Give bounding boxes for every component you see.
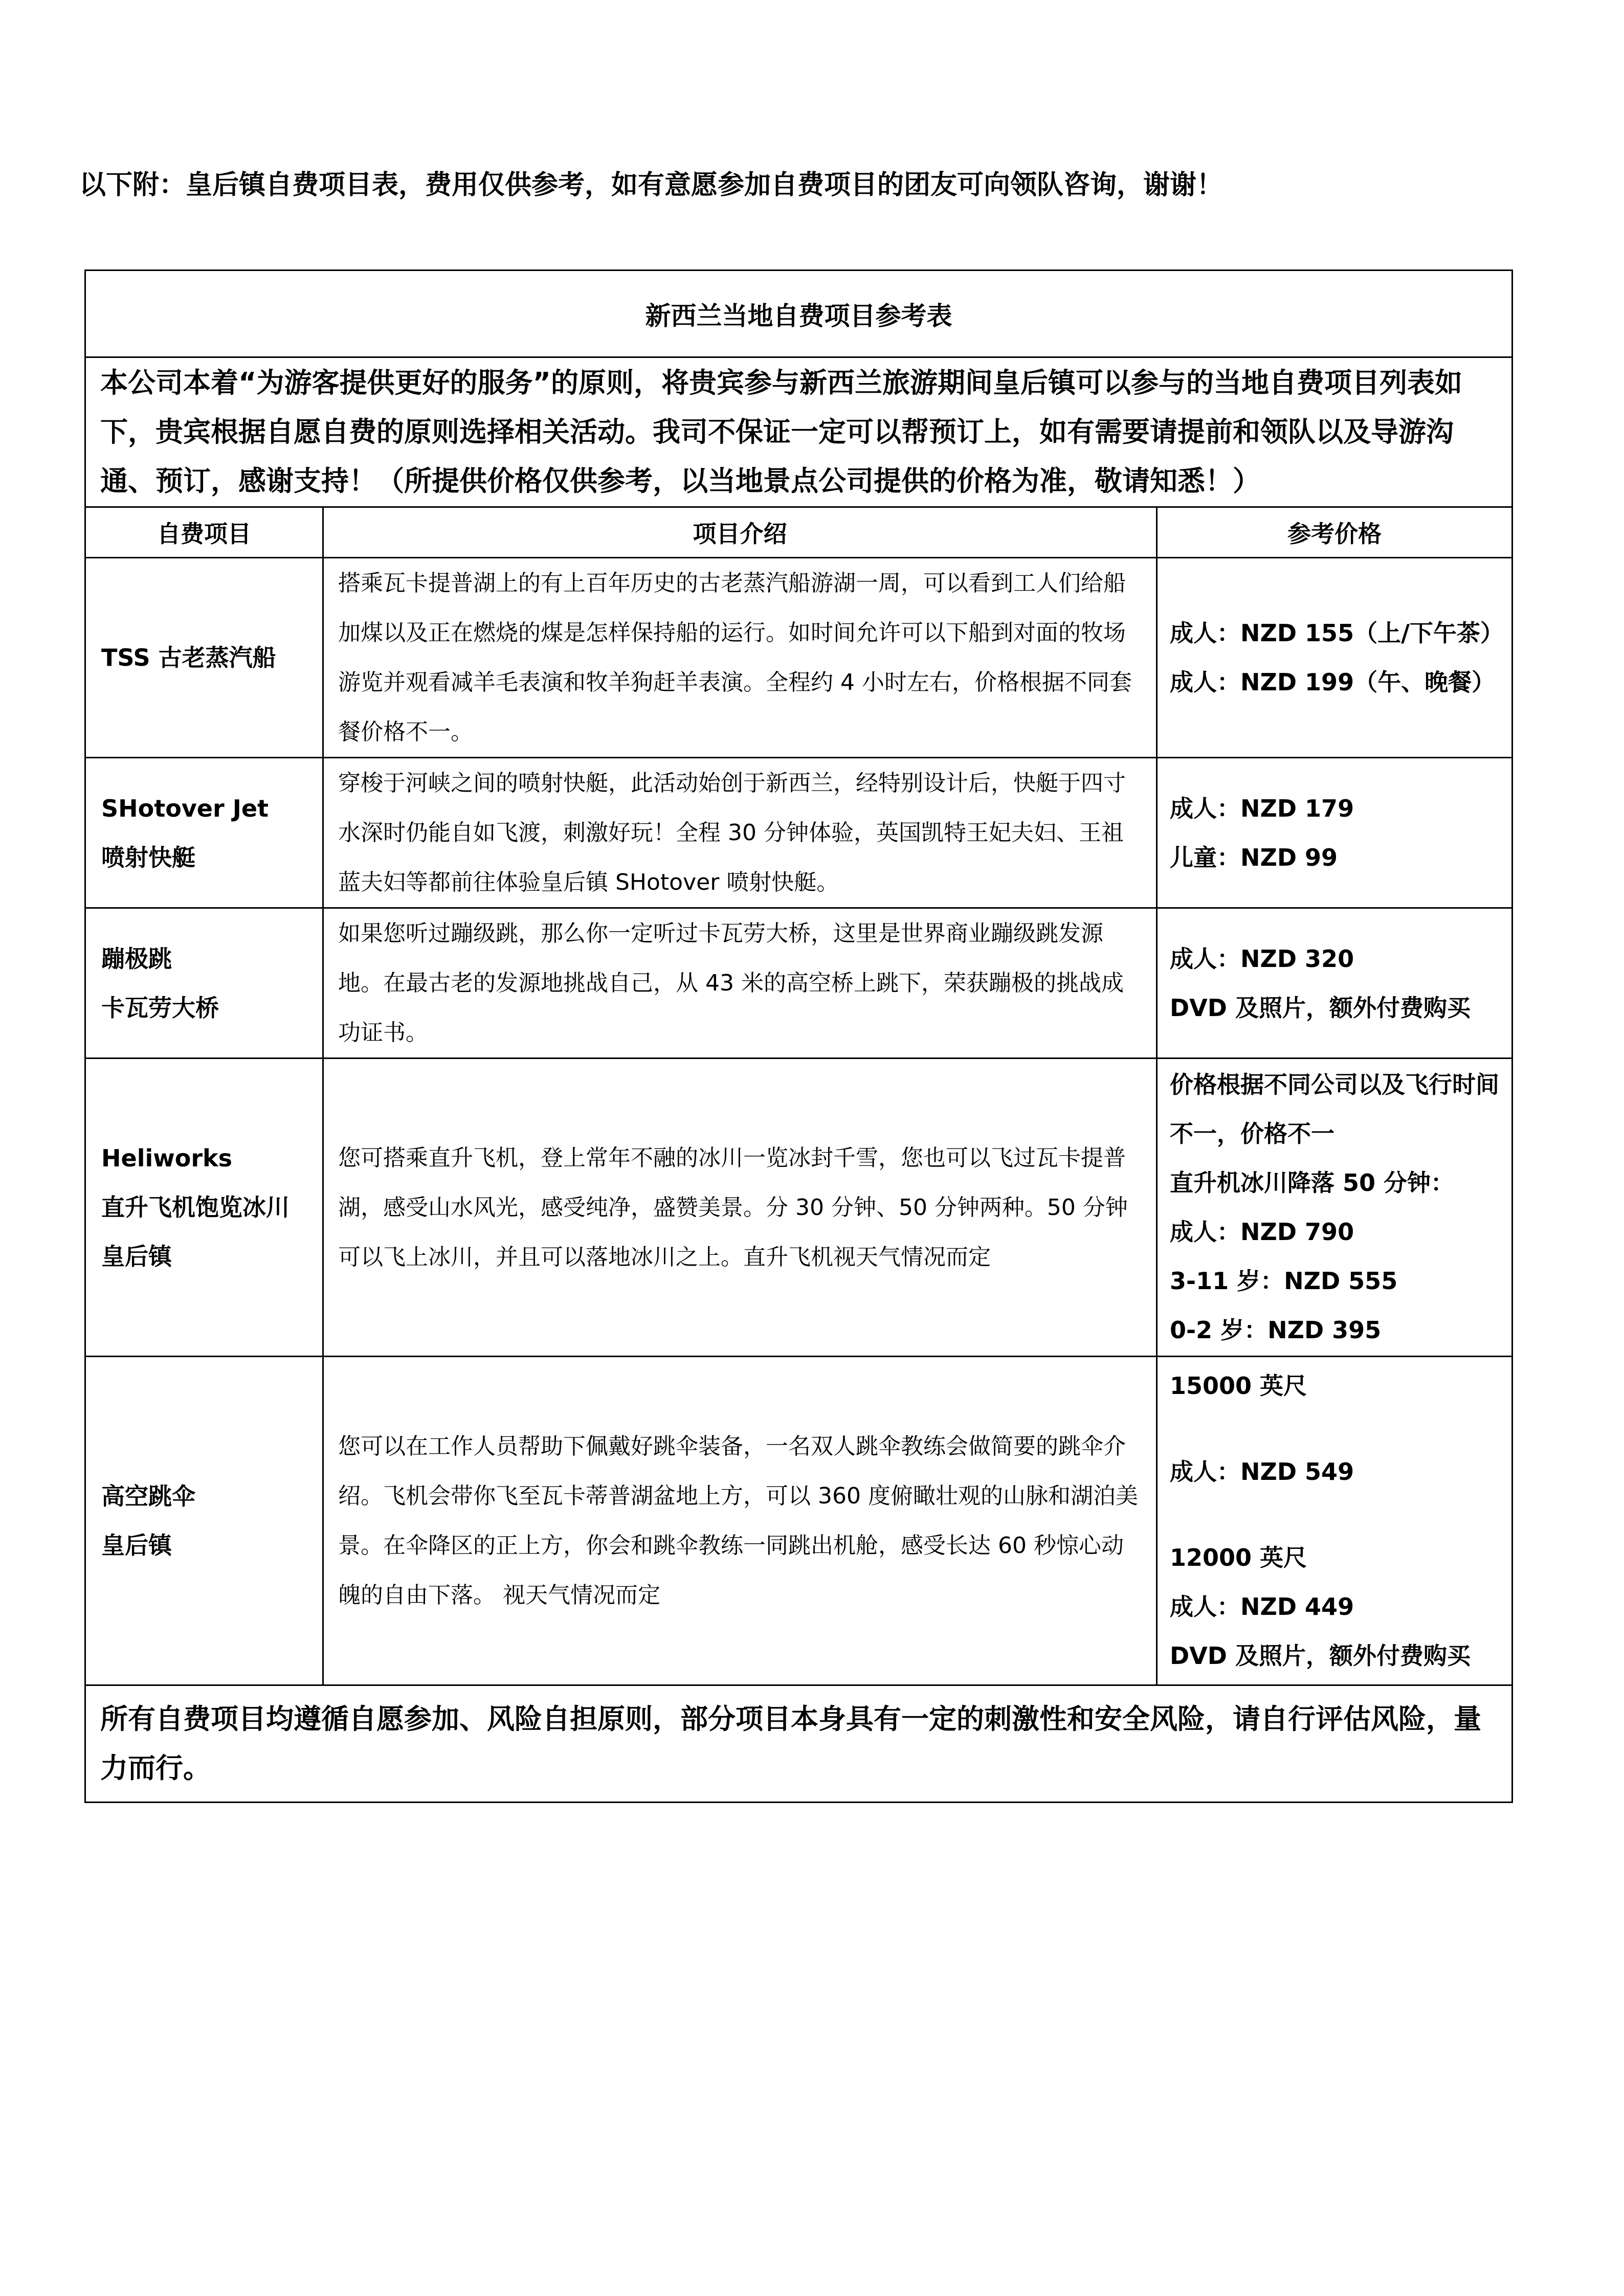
price-spacer — [1170, 1410, 1499, 1447]
activity-description: 如果您听过蹦级跳，那么你一定听过卡瓦劳大桥，这里是世界商业蹦级跳发源地。在最古老的发源地挑战自己，从 43 米的高空桥上跳下，荣获蹦极的挑战成功证书。 — [323, 908, 1157, 1059]
activity-name — [85, 1059, 323, 1357]
price-line: 成人：NZD 155（上/下午茶） — [1170, 619, 1504, 647]
table-title: 新西兰当地自费项目参考表 — [85, 271, 1512, 357]
price-line: DVD 及照片，额外付费购买 — [1170, 994, 1471, 1022]
activity-name-line: 蹦极跳 — [101, 944, 172, 973]
intro-text: 以下附：皇后镇自费项目表，费用仅供参考，如有意愿参加自费项目的团友可向领队咨询，谢谢！ — [79, 170, 1223, 200]
activity-description: 您可以在工作人员帮助下佩戴好跳伞装备，一名双人跳伞教练会做简要的跳伞介绍。飞机会带你飞至瓦卡蒂普湖盆地上方，可以 360 度俯瞰壮观的山脉和湖泊美景。在伞降区的正上方，你会和跳伞教练一同跳出机舱，感受长达 60 秒惊心动魄的自由下落。 视天气情况而定 — [323, 1357, 1157, 1685]
table-row — [85, 758, 1512, 908]
activity-price — [1157, 1059, 1512, 1357]
price-line: DVD 及照片，额外付费购买 — [1170, 1642, 1471, 1670]
activity-name — [85, 758, 323, 908]
activity-price — [1157, 908, 1512, 1059]
column-header-item: 自费项目 — [85, 507, 323, 558]
price-line: 成人：NZD 179 — [1170, 794, 1354, 822]
price-line: 儿童：NZD 99 — [1170, 843, 1338, 871]
table-row — [85, 1357, 1512, 1685]
activity-name-line: TSS 古老蒸汽船 — [101, 644, 276, 671]
price-line: 成人：NZD 320 — [1170, 944, 1354, 973]
price-line: 成人：NZD 449 — [1170, 1593, 1354, 1620]
activity-name — [85, 558, 323, 758]
optional-activities-table — [84, 269, 1513, 1803]
price-line: 成人：NZD 549 — [1170, 1458, 1354, 1485]
activity-description: 搭乘瓦卡提普湖上的有上百年历史的古老蒸汽船游湖一周，可以看到工人们给船加煤以及正在燃烧的煤是怎样保持船的运行。如时间允许可以下船到对面的牧场游览并观看减羊毛表演和牧羊狗赶羊表演。全程约 4 小时左右，价格根据不同套餐价格不一。 — [323, 558, 1157, 758]
activity-name — [85, 908, 323, 1059]
activity-description: 您可搭乘直升飞机，登上常年不融的冰川一览冰封千雪，您也可以飞过瓦卡提普湖，感受山水风光，感受纯净，盛赞美景。分 30 分钟、50 分钟两种。50 分钟可以飞上冰川，并且可以落地冰川之上。直升飞机视天气情况而定 — [323, 1059, 1157, 1357]
activity-name-line: SHotover Jet — [101, 794, 269, 822]
column-header-description: 项目介绍 — [323, 507, 1157, 558]
activity-name-line: 卡瓦劳大桥 — [101, 994, 219, 1022]
activity-description: 穿梭于河峡之间的喷射快艇，此活动始创于新西兰，经特别设计后，快艇于四寸水深时仍能自如飞渡，刺激好玩！全程 30 分钟体验，英国凯特王妃夫妇、王祖蓝夫妇等都前往体验皇后镇 SHotover 喷射快艇。 — [323, 758, 1157, 908]
column-header-price: 参考价格 — [1157, 507, 1512, 558]
price-line: 价格根据不同公司以及飞行时间不一，价格不一 — [1170, 1071, 1499, 1147]
table-row — [85, 1059, 1512, 1357]
price-line: 3-11 岁：NZD 555 — [1170, 1267, 1398, 1295]
table-notice: 本公司本着“为游客提供更好的服务”的原则，将贵宾参与新西兰旅游期间皇后镇可以参与的当地自费项目列表如下，贵宾根据自愿自费的原则选择相关活动。我司不保证一定可以帮预订上，如有需要请提前和领队以及导游沟通、预订，感谢支持！（所提供价格仅供参考，以当地景点公司提供的价格为准，敬请知悉！） — [85, 357, 1512, 507]
activity-name-line: Heliworks — [101, 1144, 232, 1172]
price-line: 成人：NZD 790 — [1170, 1218, 1354, 1246]
activity-name-line: 皇后镇 — [101, 1532, 172, 1559]
price-line: 成人：NZD 199（午、晚餐） — [1170, 668, 1496, 696]
price-line: 直升机冰川降落 50 分钟： — [1170, 1169, 1455, 1197]
price-line: 12000 英尺 — [1170, 1544, 1307, 1571]
activity-price — [1157, 558, 1512, 758]
table-row — [85, 558, 1512, 758]
price-line: 15000 英尺 — [1170, 1372, 1307, 1400]
table-row — [85, 908, 1512, 1059]
activity-name-line: 皇后镇 — [101, 1243, 172, 1270]
activity-name-line: 喷射快艇 — [101, 843, 195, 871]
activity-name — [85, 1357, 323, 1685]
activity-price — [1157, 1357, 1512, 1685]
activity-name-line: 直升飞机饱览冰川 — [101, 1194, 290, 1221]
table-footer-note: 所有自费项目均遵循自愿参加、风险自担原则，部分项目本身具有一定的刺激性和安全风险，请自行评估风险，量力而行。 — [85, 1685, 1512, 1803]
price-line: 0-2 岁：NZD 395 — [1170, 1316, 1382, 1344]
activity-price — [1157, 758, 1512, 908]
activity-name-line: 高空跳伞 — [101, 1482, 195, 1510]
price-spacer — [1170, 1496, 1499, 1533]
